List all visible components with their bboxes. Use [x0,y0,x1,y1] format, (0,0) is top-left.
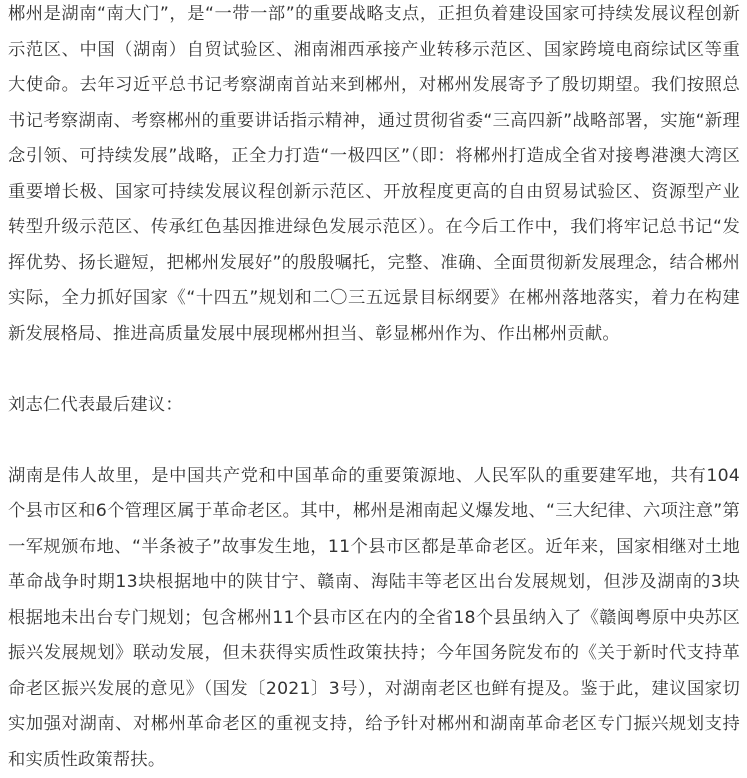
article-body [8,0,740,778]
paragraph-revolutionary-old-areas: 湖南是伟人故里，是中国共产党和中国革命的重要策源地、人民军队的重要建军地，共有104个县市区和6个管理区属于革命老区。其中，郴州是湘南起义爆发地、“三大纪律、六项注意”第一军规颁布地、“半条被子”故事发生地，11个县市区都是革命老区。近年来，国家相继对土地革命战争时期13块根据地中的陕甘宁、赣南、海陆丰等老区出台发展规划，但涉及湖南的3块根据地未出台专门规划；包含郴州11个县市区在内的全省18个县虽纳入了《赣闽粤原中央苏区振兴发展规划》联动发展，但未获得实质性政策扶持；今年国务院发布的《关于新时代支持革命老区振兴发展的意见》（国发〔2021〕3号），对湖南老区也鲜有提及。鉴于此，建议国家切实加强对湖南、对郴州革命老区的重视支持，给予针对郴州和湖南革命老区专门振兴规划支持和实质性政策帮扶。 [8,459,740,778]
paragraph-spacer [8,352,740,388]
paragraph-chenzhou-development: 郴州是湖南“南大门”，是“一带一部”的重要战略支点，正担负着建设国家可持续发展议程创新示范区、中国（湖南）自贸试验区、湘南湘西承接产业转移示范区、国家跨境电商综试区等重大使命。去年习近平总书记考察湖南首站来到郴州，对郴州发展寄予了殷切期望。我们按照总书记考察湖南、考察郴州的重要讲话指示精神，通过贯彻省委“三高四新”战略部署，实施“新理念引领、可持续发展”战略，正全力打造“一极四区”（即：将郴州打造成全省对接粤港澳大湾区重要增长极、国家可持续发展议程创新示范区、开放程度更高的自由贸易试验区、资源型产业转型升级示范区、传承红色基因推进绿色发展示范区）。在今后工作中，我们将牢记总书记“发挥优势、扬长避短，把郴州发展好”的殷殷嘱托，完整、准确、全面贯彻新发展理念，结合郴州实际，全力抓好国家《“十四五”规划和二〇三五远景目标纲要》在郴州落地落实，着力在构建新发展格局、推进高质量发展中展现郴州担当、彰显郴州作为、作出郴州贡献。 [8,0,740,352]
paragraph-spacer [8,423,740,459]
paragraph-final-suggestion-heading: 刘志仁代表最后建议： [8,388,740,424]
